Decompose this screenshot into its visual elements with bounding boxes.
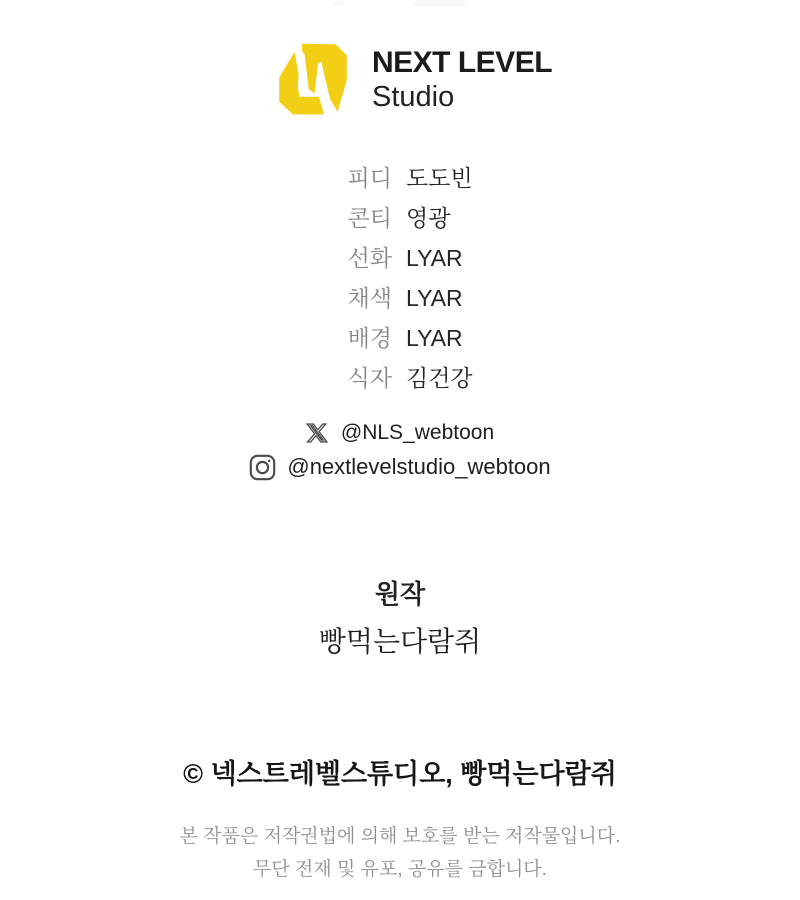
top-edge-artifact [413, 0, 465, 6]
credit-name: LYAR [406, 325, 463, 351]
copyright-notice-line1: 본 작품은 저작권법에 의해 보호를 받는 저작물입니다. [179, 826, 621, 847]
credit-name: 김건강 [406, 365, 473, 391]
credit-row-lettering [0, 358, 800, 398]
instagram-handle-row[interactable] [0, 452, 800, 482]
credit-name: 도도빈 [406, 165, 473, 191]
credit-name: 영광 [406, 205, 451, 231]
original-work-label: 원작 [374, 579, 426, 609]
credit-row-coloring [0, 278, 800, 318]
credit-role: 배경 [347, 325, 392, 351]
twitter-handle[interactable]: @NLS_webtoon [340, 421, 495, 444]
instagram-icon [249, 454, 276, 481]
credits-list [0, 158, 800, 398]
original-work-author: 빵먹는다람쥐 [318, 626, 482, 657]
credit-role: 채색 [347, 285, 392, 311]
credit-name: LYAR [406, 245, 463, 271]
studio-name [372, 47, 552, 113]
copyright-notice-line2: 무단 전재 및 유포, 공유를 금합니다. [253, 859, 547, 880]
studio-name-line1: NEXT LEVEL [372, 46, 553, 79]
credit-role: 피디 [347, 165, 392, 191]
credit-row-storyboard [0, 198, 800, 238]
instagram-handle[interactable]: @nextlevelstudio_webtoon [287, 454, 551, 479]
credit-role: 선화 [347, 245, 392, 271]
twitter-handle-row[interactable] [0, 419, 800, 447]
x-icon [306, 422, 328, 444]
studio-name-line2: Studio [372, 81, 455, 113]
credit-row-pd [0, 158, 800, 198]
copyright-line: © 넥스트레벨스튜디오, 빵먹는다람쥐 [183, 759, 617, 789]
top-edge-artifact [333, 0, 343, 6]
credit-row-lineart [0, 238, 800, 278]
credit-role: 식자 [347, 365, 392, 391]
credit-name: LYAR [406, 285, 463, 311]
credit-role: 콘티 [347, 205, 392, 231]
credit-row-background [0, 318, 800, 358]
copyright-notice [0, 820, 800, 886]
next-level-n-logo-icon [270, 36, 356, 122]
